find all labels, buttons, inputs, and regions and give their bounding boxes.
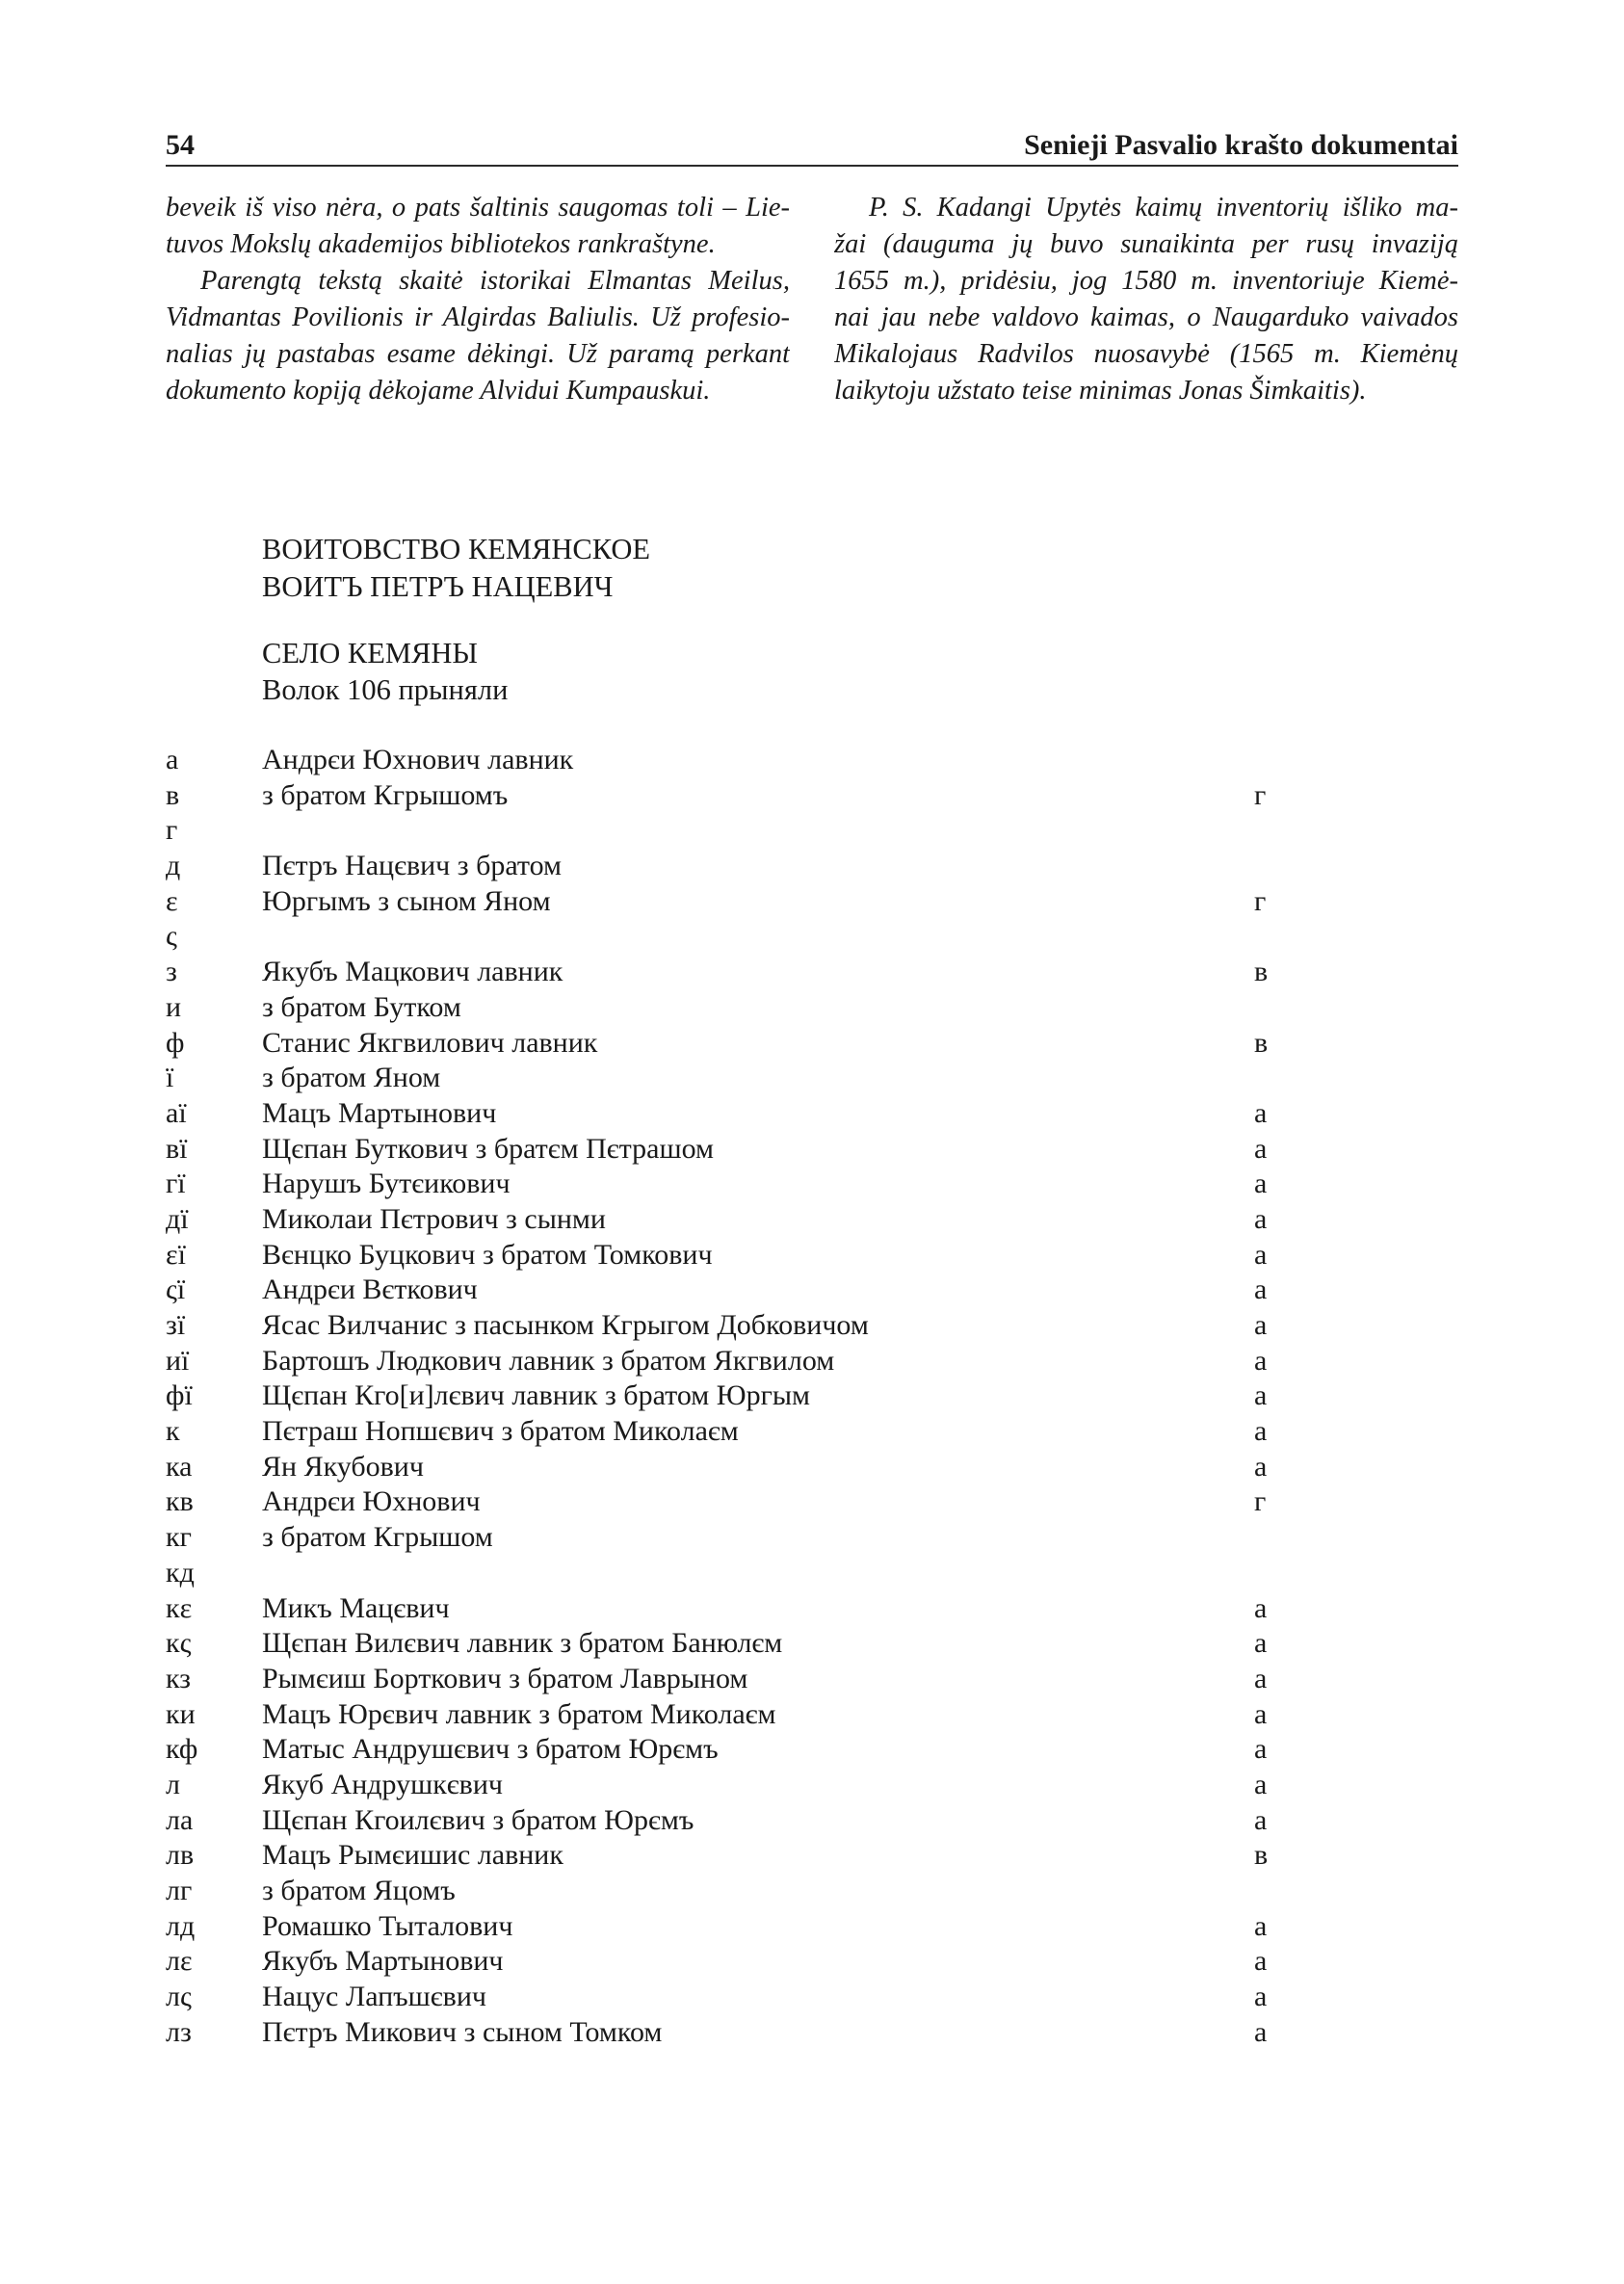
roster-mark: а — [1254, 1168, 1268, 1200]
roster-row — [166, 1803, 1458, 1839]
roster-name: Мацъ Мартынович — [262, 1096, 497, 1129]
roster-row — [166, 2015, 1458, 2051]
roster-name: Нацус Лапъшєвич — [262, 1981, 486, 2013]
header-rule — [166, 165, 1458, 167]
roster-num: ф — [166, 1026, 185, 1059]
roster-name: Бартошъ Людкович лавник з братом Якгвилом — [262, 1344, 835, 1377]
roster-name — [262, 813, 1254, 849]
roster-mark: г — [1254, 884, 1267, 917]
roster-row — [166, 1556, 1458, 1591]
roster-mark: а — [1254, 1344, 1268, 1377]
roster-row — [166, 1662, 1458, 1697]
roster-num: лε — [166, 1945, 193, 1978]
roster-name: Андрєи Юхнович лавник — [262, 744, 574, 775]
roster-num: ςї — [166, 1273, 186, 1306]
roster-num: гї — [166, 1168, 186, 1200]
roster-mark: а — [1254, 1238, 1268, 1271]
roster-mark — [1254, 919, 1458, 955]
roster-num: з — [166, 956, 177, 988]
roster-mark: а — [1254, 1415, 1268, 1448]
roster-name: Ян Якубович — [262, 1450, 424, 1483]
roster-row — [166, 1238, 1458, 1273]
roster-num: ла — [166, 1803, 194, 1836]
roster-num: лς — [166, 1981, 192, 2013]
roster-num: к — [166, 1415, 180, 1448]
intro-right — [834, 190, 1458, 409]
roster-mark: г — [1254, 1485, 1267, 1518]
roster-num: лз — [166, 2015, 192, 2048]
roster-row — [166, 1874, 1458, 1909]
section-title-line1: ВОИТОВСТВО КЕМЯНСКОЕ — [262, 533, 651, 565]
roster-mark — [1254, 849, 1458, 884]
roster-row — [166, 1061, 1458, 1096]
roster-num: иї — [166, 1344, 190, 1377]
roster-num: фї — [166, 1379, 193, 1412]
roster-mark: а — [1254, 2015, 1268, 2048]
roster-row — [166, 1591, 1458, 1627]
intro-left — [166, 190, 790, 409]
roster — [166, 743, 1458, 2050]
intro-line: Mikalojaus Radvilos nuosavybė (1565 m. Kiemėnų — [834, 339, 1458, 369]
running-title: Senieji Pasvalio krašto dokumentai — [1024, 129, 1458, 161]
roster-name: Щєпан Кго[и]лєвич лавник з братом Юргым — [262, 1379, 811, 1412]
village-heading — [262, 635, 508, 708]
intro-block — [166, 190, 1458, 409]
roster-num: зї — [166, 1309, 186, 1341]
roster-name: з братом Яном — [262, 1062, 441, 1094]
roster-num: ї — [166, 1062, 174, 1094]
roster-row — [166, 955, 1458, 990]
roster-mark: а — [1254, 1662, 1268, 1694]
roster-mark — [1254, 990, 1458, 1026]
roster-num: и — [166, 990, 182, 1023]
roster-num: а — [166, 744, 179, 775]
roster-row — [166, 1378, 1458, 1414]
roster-num: лв — [166, 1839, 195, 1872]
roster-num: кд — [166, 1556, 195, 1588]
roster-name: Микъ Мацєвич — [262, 1591, 450, 1624]
roster-row — [166, 1768, 1458, 1803]
roster-num: лд — [166, 1909, 196, 1942]
roster-mark: а — [1254, 1768, 1268, 1800]
roster-num: в — [166, 778, 180, 811]
roster-mark: а — [1254, 1627, 1268, 1660]
roster-row — [166, 1273, 1458, 1308]
roster-row — [166, 1697, 1458, 1733]
intro-line: Parengtą tekstą skaitė istorikai Elmantas Meilus, — [200, 266, 790, 296]
roster-num: кв — [166, 1485, 194, 1518]
roster-row — [166, 1944, 1458, 1980]
roster-name: Якубъ Мартынович — [262, 1945, 504, 1978]
roster-row — [166, 1096, 1458, 1132]
roster-name: Щєпан Буткович з братєм Пєтрашом — [262, 1132, 714, 1165]
roster-row — [166, 990, 1458, 1026]
roster-name: Юргымъ з сыном Яном — [262, 884, 551, 917]
roster-name: Пєтръ Микович з сыном Томком — [262, 2015, 663, 2048]
village-name: СЕЛО КЕМЯНЫ — [262, 637, 478, 669]
roster-row — [166, 1450, 1458, 1485]
roster-row — [166, 1732, 1458, 1768]
roster-mark — [1254, 1061, 1458, 1096]
roster-name: Станис Якгвилович лавник — [262, 1026, 598, 1059]
intro-line: Vidmantas Povilionis ir Algirdas Baliulis. Už profesio- — [166, 302, 790, 332]
roster-mark: а — [1254, 1273, 1268, 1306]
roster-row — [166, 1167, 1458, 1202]
roster-mark: а — [1254, 1132, 1268, 1165]
roster-row — [166, 1980, 1458, 2015]
roster-row — [166, 849, 1458, 884]
roster-mark: а — [1254, 1309, 1268, 1341]
intro-line: nalias jų pastabas esame dėkingi. Už paramą perkant — [166, 339, 790, 369]
roster-row — [166, 1484, 1458, 1520]
roster-mark: а — [1254, 1909, 1268, 1942]
roster-name: Якуб Андрушкєвич — [262, 1768, 503, 1800]
roster-row — [166, 813, 1458, 849]
roster-mark: г — [1254, 778, 1267, 811]
roster-num: кε — [166, 1591, 193, 1624]
roster-row — [166, 1026, 1458, 1062]
roster-num: ε — [166, 884, 178, 917]
roster-name: з братом Яцомъ — [262, 1875, 456, 1906]
intro-line: dokumento kopiją dėkojame Alvidui Kumpauskui. — [166, 376, 711, 406]
roster-name — [262, 919, 1254, 955]
roster-mark — [1254, 1874, 1458, 1909]
roster-num: д — [166, 850, 181, 882]
roster-mark: а — [1254, 1379, 1268, 1412]
roster-row — [166, 884, 1458, 920]
roster-num: вї — [166, 1132, 188, 1165]
roster-row — [166, 919, 1458, 955]
roster-mark — [1254, 813, 1458, 849]
roster-mark: а — [1254, 1096, 1268, 1129]
roster-row — [166, 778, 1458, 814]
roster-name: з братом Бутком — [262, 990, 461, 1023]
roster-name: з братом Кгрышомъ — [262, 778, 509, 811]
roster-name: Андрєи Вєткович — [262, 1273, 478, 1306]
roster-mark: а — [1254, 1697, 1268, 1730]
intro-line: tuvos Mokslų akademijos bibliotekos rankraštyne. — [166, 229, 716, 259]
roster-name: Матыс Андрушєвич з братом Юрємъ — [262, 1733, 719, 1766]
roster-row — [166, 1344, 1458, 1379]
roster-num: кг — [166, 1521, 192, 1554]
roster-mark — [1254, 743, 1458, 778]
roster-mark: а — [1254, 1803, 1268, 1836]
section-heading — [262, 531, 650, 605]
roster-mark — [1254, 1556, 1458, 1591]
roster-name: Щєпан Вилєвич лавник з братом Банюлєм — [262, 1627, 783, 1660]
roster-mark: в — [1254, 1839, 1269, 1872]
roster-name: Пєтраш Нопшєвич з братом Миколаєм — [262, 1415, 739, 1448]
page-header — [166, 129, 1458, 162]
roster-num: лг — [166, 1875, 193, 1906]
volok-line: Волок 106 прыняли — [262, 673, 509, 706]
roster-name: Рымєиш Борткович з братом Лаврыном — [262, 1662, 748, 1694]
roster-row — [166, 1202, 1458, 1238]
roster-row — [166, 1414, 1458, 1450]
intro-line: 1655 m.), pridėsiu, jog 1580 m. inventoriuje Kiemė- — [834, 266, 1458, 296]
roster-name: Щєпан Кгоилєвич з братом Юрємъ — [262, 1803, 694, 1836]
intro-line: P. S. Kadangi Upytės kaimų inventorių išliko ma- — [869, 193, 1458, 223]
intro-line: žai (dauguma jų buvo sunaikinta per rusų invaziją — [834, 229, 1458, 259]
roster-mark: в — [1254, 956, 1269, 988]
roster-name: Мацъ Рымєишис лавник — [262, 1839, 563, 1872]
roster-num: ς — [166, 920, 177, 953]
roster-mark: в — [1254, 1026, 1269, 1059]
intro-line: laikytoju užstato teise minimas Jonas Šimkaitis). — [834, 376, 1367, 406]
roster-name: Нарушъ Бутєикович — [262, 1168, 511, 1200]
roster-mark: а — [1254, 1591, 1268, 1624]
roster-mark: а — [1254, 1981, 1268, 2013]
roster-num: аї — [166, 1096, 187, 1129]
roster-row — [166, 1626, 1458, 1662]
roster-num: кз — [166, 1662, 192, 1694]
roster-name: Якубъ Мацкович лавник — [262, 956, 563, 988]
roster-mark: а — [1254, 1945, 1268, 1978]
roster-row — [166, 1909, 1458, 1945]
roster-name: Пєтръ Нацєвич з братом — [262, 850, 563, 882]
roster-num: г — [166, 814, 178, 847]
roster-name — [262, 1556, 1254, 1591]
roster-num: дї — [166, 1202, 189, 1235]
page-number: 54 — [166, 129, 195, 161]
intro-line: beveik iš viso nėra, o pats šaltinis saugomas toli – Lie- — [166, 193, 790, 223]
roster-name: з братом Кгрышом — [262, 1521, 493, 1554]
roster-num: л — [166, 1768, 180, 1800]
roster-row — [166, 1520, 1458, 1556]
roster-num: кф — [166, 1733, 198, 1766]
roster-row — [166, 1838, 1458, 1874]
roster-mark: а — [1254, 1733, 1268, 1766]
roster-row — [166, 743, 1458, 778]
roster-name: Ромашко Тыталович — [262, 1909, 513, 1942]
roster-num: ка — [166, 1450, 193, 1483]
roster-name: Вєнцко Буцкович з братом Томкович — [262, 1238, 713, 1271]
roster-num: ки — [166, 1697, 196, 1730]
roster-num: кς — [166, 1627, 192, 1660]
roster-name: Андрєи Юхнович — [262, 1485, 481, 1518]
roster-name: Мацъ Юрєвич лавник з братом Миколаєм — [262, 1697, 776, 1730]
roster-num: εї — [166, 1238, 186, 1271]
roster-mark: а — [1254, 1450, 1268, 1483]
section-title-line2: ВОИТЪ ПЕТРЪ НАЦЕВИЧ — [262, 569, 614, 603]
roster-mark: а — [1254, 1202, 1268, 1235]
roster-mark — [1254, 1520, 1458, 1556]
roster-row — [166, 1308, 1458, 1344]
intro-line: nai jau nebe valdovo kaimas, o Naugarduko vaivados — [834, 302, 1458, 332]
roster-name: Ясас Вилчанис з пасынком Кгрыгом Добковичом — [262, 1309, 869, 1341]
roster-name: Миколаи Пєтрович з сынми — [262, 1202, 606, 1235]
roster-row — [166, 1132, 1458, 1168]
